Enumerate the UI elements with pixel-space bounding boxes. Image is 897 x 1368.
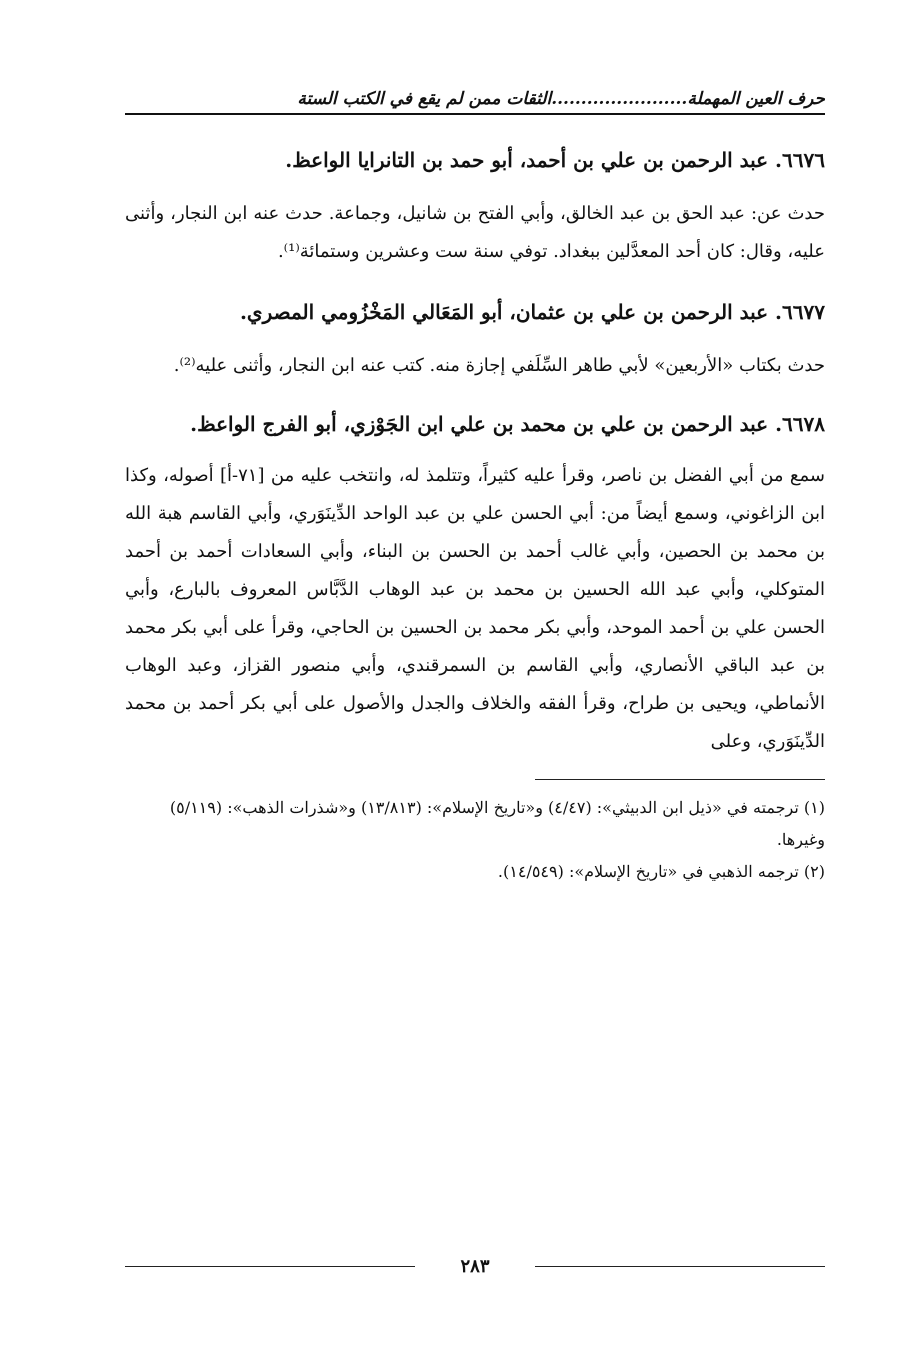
entry-body-6677 — [125, 347, 825, 385]
entry-paragraph: حدث بكتاب «الأربعين» لأبي طاهر السِّلَفي إجازة منه. كتب عنه ابن النجار، وأثنى عليه⁽²⁾. — [173, 355, 825, 376]
entry-heading-6677: ٦٦٧٧. عبد الرحمن بن علي بن عثمان، أبو المَعَالي المَخْزُومي المصري. — [239, 300, 825, 324]
entry-heading-6678: ٦٦٧٨. عبد الرحمن بن علي بن محمد بن علي ابن الجَوْزي، أبو الفرج الواعظ. — [190, 412, 825, 436]
entry-paragraph: سمع من أبي الفضل بن ناصر، وقرأ عليه كثيراً، وتتلمذ له، وانتخب عليه من [٧١-أ] أصوله، وكذا ابن الزاغوني، وسمع أيضاً من: أبي الحسن علي بن عبد الواحد الدِّينَوَري، وأبي القاسم هبة الله بن محمد بن الحصين، وأبي غالب أحمد بن الحسن بن البناء، وأبي السعادات أحمد بن أحمد المتوكلي، وأبي عبد الله الحسين بن محمد بن عبد الوهاب الدَّبَّاس المعروف بالبارع، وأبي الحسن علي بن أحمد الموحد، وأبي بكر محمد بن الحسين بن الحاجي، وقرأ على أبي بكر محمد بن عبد الباقي الأنصاري، وأبي القاسم بن السمرقندي، وأبي منصور القزاز، وعبد الوهاب الأنماطي، ويحيى بن طراح، وقرأ الفقه والخلاف والجدل والأصول على أبي بكر أحمد بن محمد الدِّينَوَري، وعلى — [125, 465, 825, 752]
footnotes — [125, 792, 825, 888]
entry-body-6678 — [125, 457, 825, 761]
footnote-divider — [535, 779, 825, 780]
entry-paragraph: حدث عن: عبد الحق بن عبد الخالق، وأبي الفتح بن شانيل، وجماعة. حدث عنه ابن النجار، وأثنى عليه، وقال: كان أحد المعدَّلين ببغداد. توفي سنة ست وعشرين وستمائة⁽¹⁾. — [125, 203, 825, 262]
footer-rule-right — [535, 1266, 825, 1267]
footer-rule-left — [125, 1266, 415, 1267]
entry-body-6676 — [125, 195, 825, 271]
page-content — [125, 88, 825, 888]
footnote-1: (١) ترجمته في «ذيل ابن الدبيثي»: (٤/٤٧) و«تاريخ الإسلام»: (١٣/٨١٣) و«شذرات الذهب»: (٥/١١٩) وغيرها. — [169, 798, 825, 849]
page-footer — [125, 1255, 825, 1279]
footnote-2: (٢) ترجمه الذهبي في «تاريخ الإسلام»: (١٤/٥٤٩). — [497, 862, 825, 881]
running-head: حرف العين المهملة.......................الثقات ممن لم يقع في الكتب الستة — [125, 88, 825, 115]
page-number: ٢٨٣ — [460, 1256, 490, 1277]
entry-heading-6676: ٦٦٧٦. عبد الرحمن بن علي بن أحمد، أبو حمد بن التانرايا الواعظ. — [285, 148, 825, 172]
